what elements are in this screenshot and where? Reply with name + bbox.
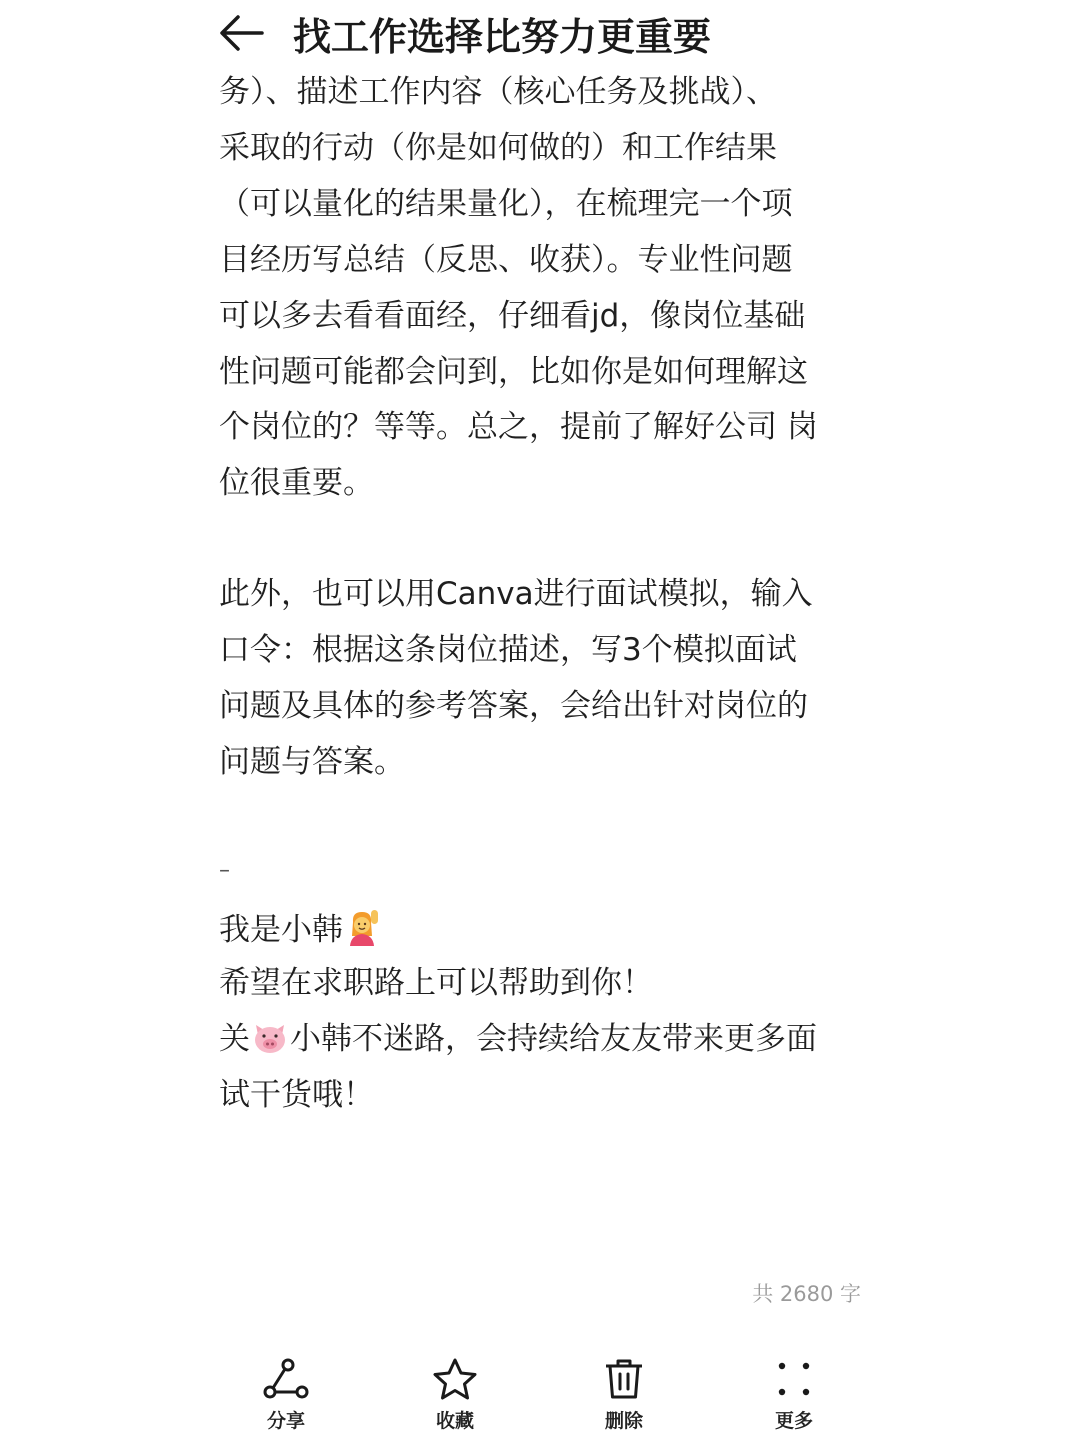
favorite-label: 收藏: [435, 1410, 474, 1432]
star-icon: [431, 1358, 479, 1400]
text-line: 个岗位的？等等。总之，提前了解好公司 岗: [219, 409, 818, 445]
outro-line: [219, 1019, 817, 1065]
text-line: 问题与答案。: [219, 744, 405, 780]
text-line: 可以多去看看面经，仔细看jd，像岗位基础: [219, 298, 806, 334]
text-line: 采取的行动（你是如何做的）和工作结果: [219, 130, 777, 166]
more-label: 更多: [774, 1410, 813, 1432]
pig-face-emoji-icon: [252, 1021, 288, 1065]
outro-line: 试干货哦！: [219, 1077, 374, 1113]
partial-text-line: 务）、描述工作内容（核心任务及挑战）、: [219, 74, 777, 110]
header-bar: [0, 0, 1080, 72]
text-line: 口令：根据这条岗位描述，写3个模拟面试: [219, 632, 797, 668]
text-line: 性问题可能都会问到，比如你是如何理解这: [219, 354, 808, 390]
outro-line: [219, 908, 385, 956]
share-icon: [262, 1358, 310, 1400]
back-arrow-icon: [218, 12, 266, 54]
text-line: 此外，也可以用Canva进行面试模拟，输入: [219, 576, 813, 612]
raising-hand-emoji-icon: [345, 908, 383, 956]
outro-text: 我是小韩: [219, 912, 343, 948]
trash-icon: [600, 1358, 648, 1400]
outro-line: 希望在求职路上可以帮助到你！: [219, 965, 653, 1001]
bottom-toolbar: [0, 1340, 1080, 1440]
favorite-button[interactable]: [415, 1358, 495, 1433]
text-line: 目经历写总结（反思、收获）。专业性问题: [219, 242, 793, 278]
text-line: 问题及具体的参考答案，会给出针对岗位的: [219, 688, 808, 724]
delete-button[interactable]: [584, 1358, 664, 1433]
separator-dash: –: [219, 858, 230, 883]
text-line: 位很重要。: [219, 465, 374, 501]
page-title: 找工作选择比努力更重要: [293, 15, 712, 59]
back-button[interactable]: [218, 12, 266, 54]
outro-text: 关: [219, 1021, 250, 1057]
word-count: 共 2680 字: [752, 1282, 861, 1306]
note-body[interactable]: [219, 0, 869, 1150]
share-label: 分享: [266, 1410, 305, 1432]
more-dots-icon: [770, 1358, 818, 1400]
delete-label: 删除: [604, 1410, 643, 1432]
outro-text: 小韩不迷路，会持续给友友带来更多面: [290, 1021, 817, 1057]
text-line: （可以量化的结果量化），在梳理完一个项: [219, 186, 793, 222]
more-button[interactable]: [754, 1358, 834, 1433]
share-button[interactable]: [246, 1358, 326, 1433]
